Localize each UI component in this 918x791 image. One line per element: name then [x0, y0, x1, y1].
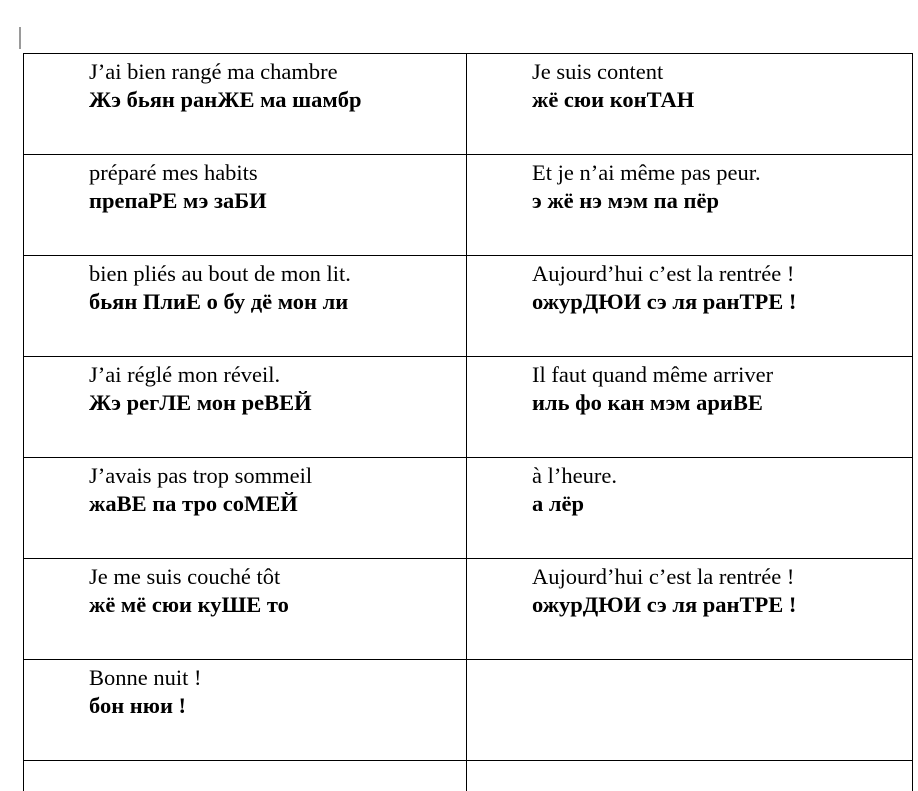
table-row: [24, 559, 913, 660]
transliteration-line: ожурДЮИ сэ ля ранТРЕ !: [532, 592, 797, 617]
lyrics-table: [23, 53, 913, 791]
table-cell[interactable]: [467, 660, 913, 761]
transliteration-line: жаВЕ па тро соМЕЙ: [89, 491, 298, 516]
table-row: [24, 155, 913, 256]
table-row: [24, 660, 913, 761]
table-cell[interactable]: [467, 155, 913, 256]
transliteration-line: жё сюи конТАН: [532, 87, 695, 112]
transliteration-line: жё мё сюи куШЕ то: [89, 592, 289, 617]
table-cell[interactable]: [24, 559, 467, 660]
table-cell[interactable]: [467, 54, 913, 155]
french-line: Aujourd’hui c’est la rentrée !: [532, 564, 795, 589]
french-line: bien pliés au bout de mon lit.: [89, 261, 351, 286]
table-row: [24, 357, 913, 458]
table-cell[interactable]: [24, 660, 467, 761]
table-cell[interactable]: [467, 357, 913, 458]
transliteration-line: препаРЕ мэ заБИ: [89, 188, 267, 213]
transliteration-line: ожурДЮИ сэ ля ранТРЕ !: [532, 289, 797, 314]
french-line: J’ai réglé mon réveil.: [89, 362, 281, 387]
french-line: Il faut quand même arriver: [532, 362, 774, 387]
transliteration-line: Жэ бьян ранЖЕ ма шамбр: [89, 87, 362, 112]
text-cursor: [19, 27, 21, 49]
french-line: J’ai bien rangé ma chambre: [89, 59, 338, 84]
french-line: Bonne nuit !: [89, 665, 202, 690]
table-cell[interactable]: [24, 357, 467, 458]
table-cell[interactable]: [467, 458, 913, 559]
french-line: Et je n’ai même pas peur.: [532, 160, 761, 185]
table-row: [24, 54, 913, 155]
table-cell[interactable]: [24, 54, 467, 155]
table-cell[interactable]: [24, 458, 467, 559]
table-cell[interactable]: [467, 559, 913, 660]
table-row: [24, 256, 913, 357]
transliteration-line: бон нюи !: [89, 693, 187, 718]
french-line: à l’heure.: [532, 463, 617, 488]
french-line: Je suis content: [532, 59, 664, 84]
table-cell[interactable]: [467, 256, 913, 357]
transliteration-line: Жэ регЛЕ мон реВЕЙ: [89, 390, 312, 415]
transliteration-line: а лёр: [532, 491, 584, 516]
french-line: J’avais pas trop sommeil: [89, 463, 313, 488]
french-line: Je me suis couché tôt: [89, 564, 281, 589]
table-cell[interactable]: [24, 256, 467, 357]
table-row: [24, 458, 913, 559]
table-cell[interactable]: [24, 155, 467, 256]
french-line: Aujourd’hui c’est la rentrée !: [532, 261, 795, 286]
french-line: préparé mes habits: [89, 160, 258, 185]
transliteration-line: э жё нэ мэм па пёр: [532, 188, 719, 213]
transliteration-line: бьян ПлиЕ о бу дё мон ли: [89, 289, 349, 314]
transliteration-line: иль фо кан мэм ариВЕ: [532, 390, 763, 415]
